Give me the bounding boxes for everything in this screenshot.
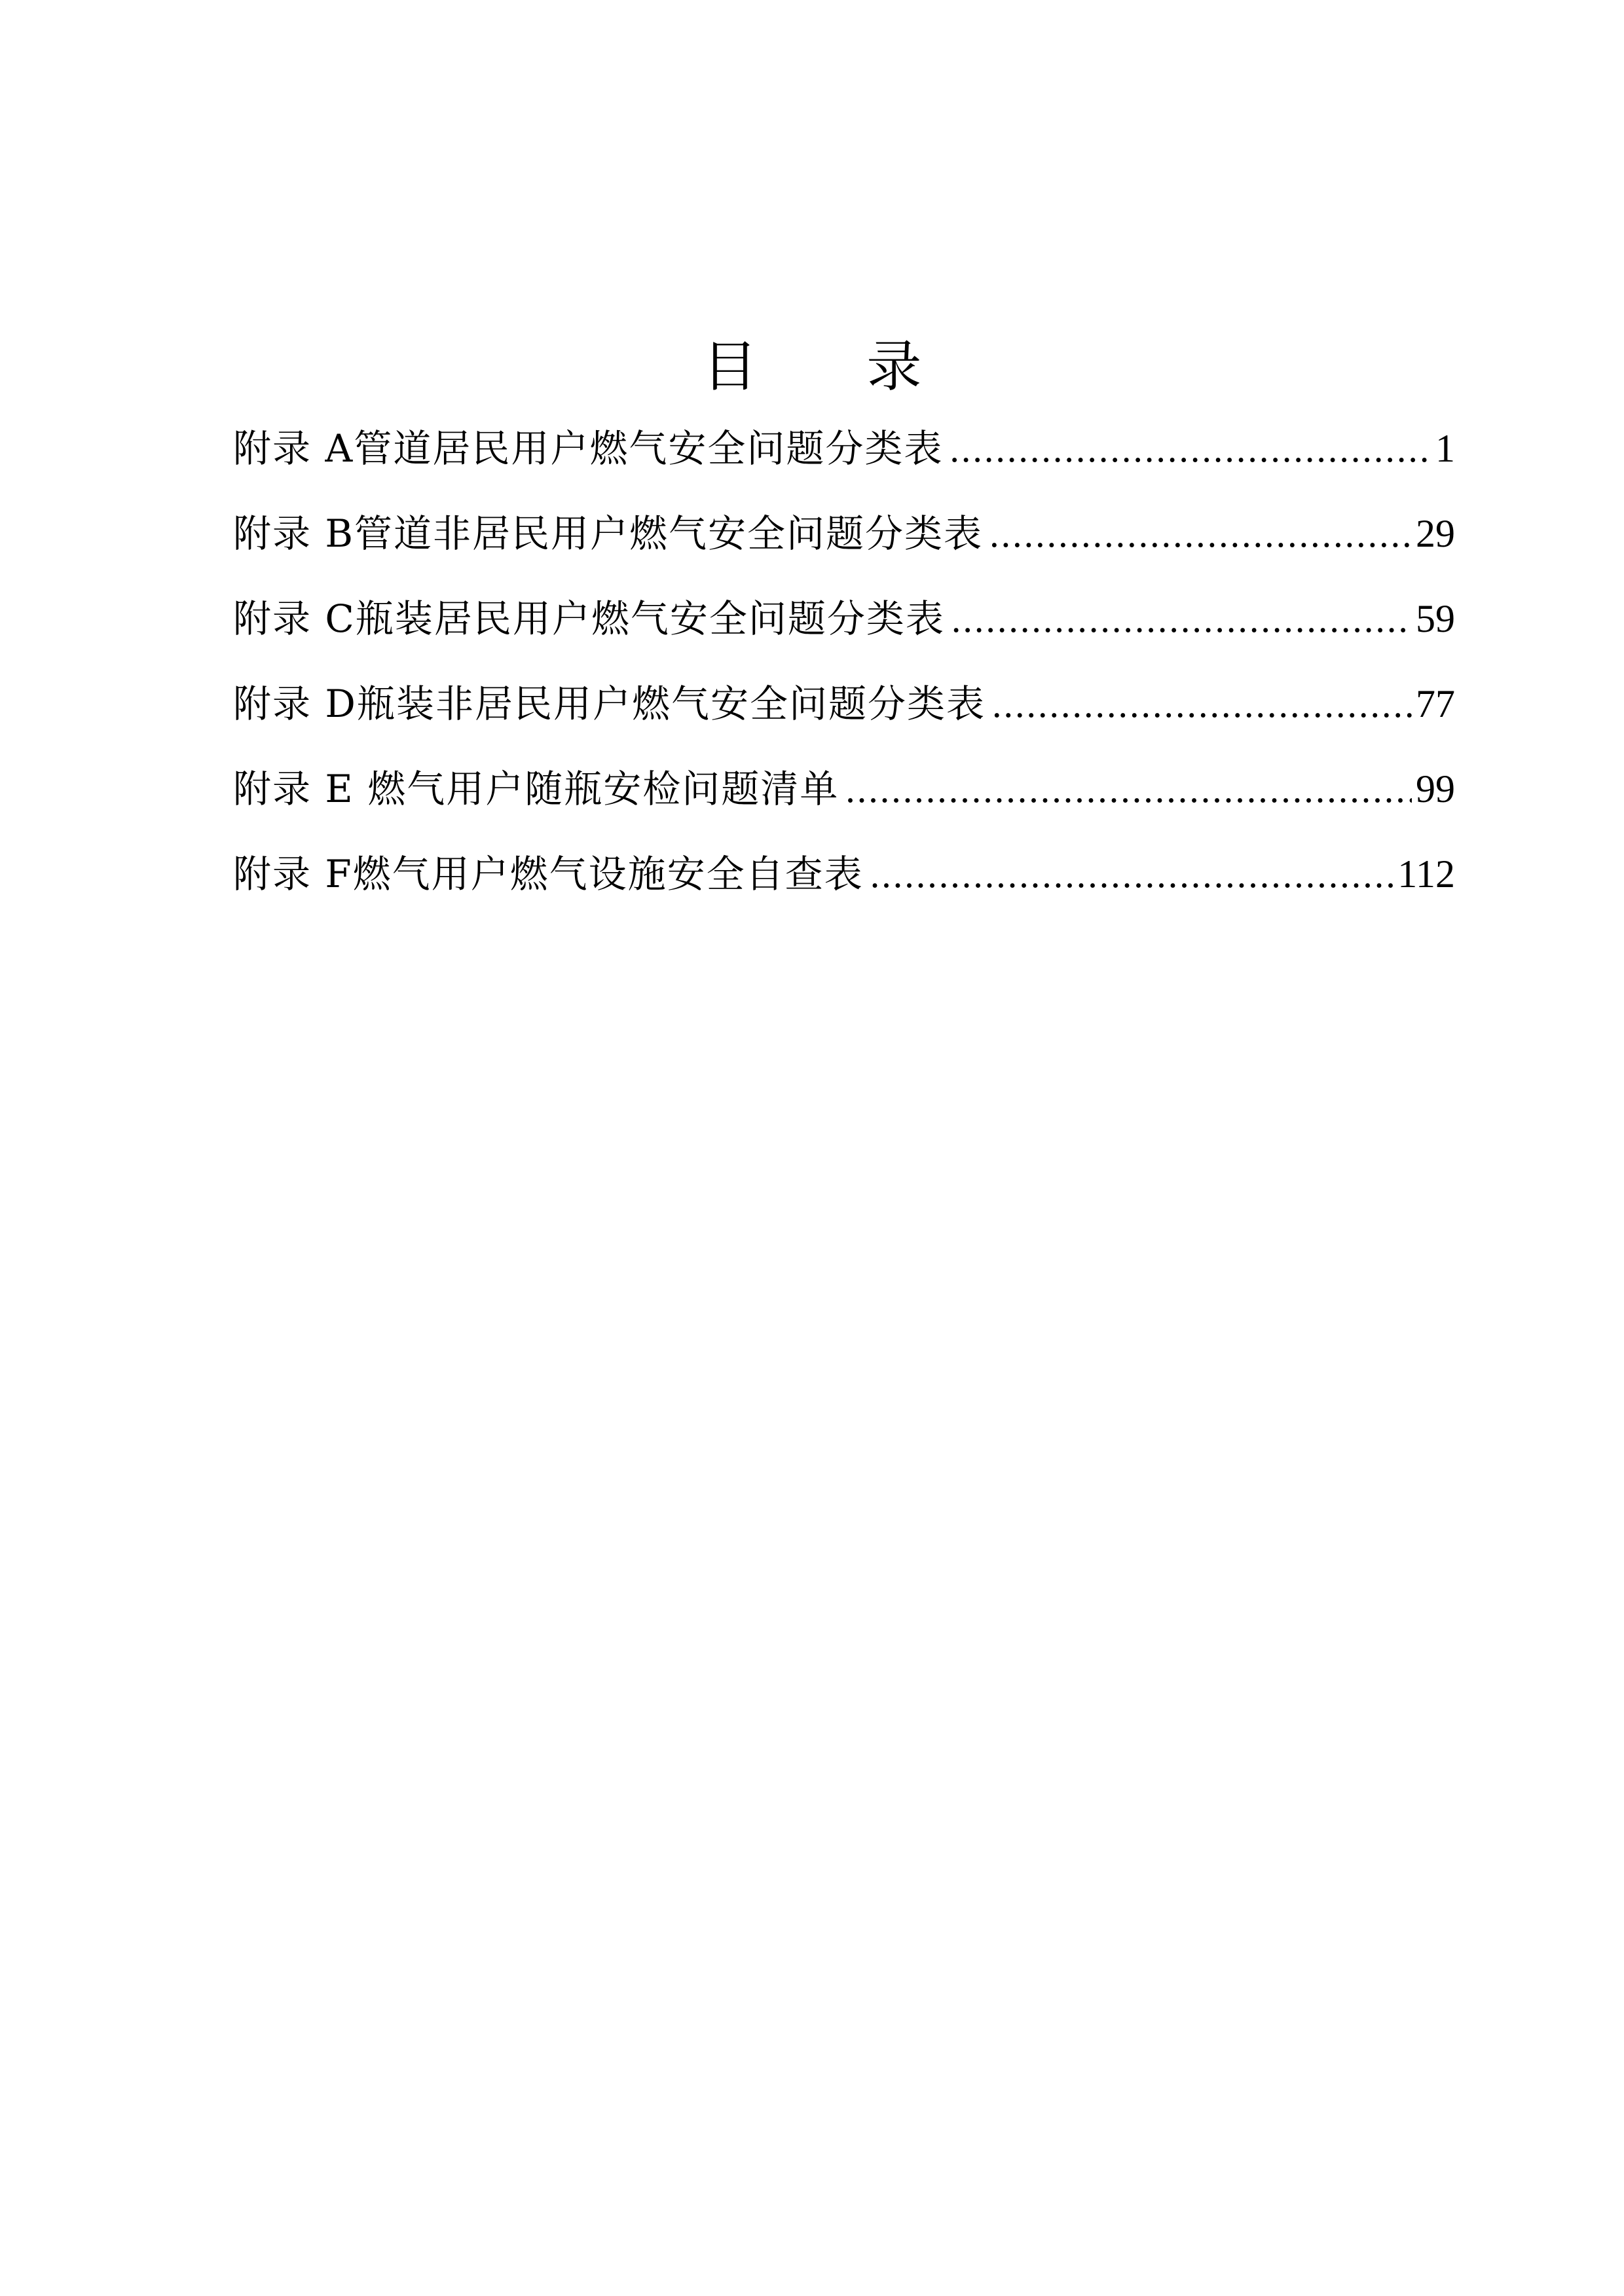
toc-entry-f[interactable] — [233, 831, 1455, 917]
toc-entry-e[interactable] — [233, 746, 1455, 831]
toc-dot-leader — [845, 747, 1412, 832]
toc-entry-label: 附录 C瓶装居民用户燃气安全问题分类表 — [233, 596, 945, 641]
toc-entry-page-number: 112 — [1397, 852, 1455, 896]
toc-dot-leader — [870, 832, 1394, 917]
toc-dot-leader — [951, 577, 1412, 662]
toc-entry-page-number: 59 — [1416, 597, 1455, 640]
toc-dot-leader — [992, 662, 1412, 747]
toc-entry-page-number: 77 — [1416, 682, 1455, 725]
toc-dot-leader — [989, 492, 1412, 577]
toc-list — [233, 406, 1455, 917]
toc-entry-page-number: 29 — [1416, 512, 1455, 555]
toc-dot-leader — [950, 407, 1431, 492]
toc-entry-label: 附录 F燃气用户燃气设施安全自查表 — [233, 852, 864, 896]
toc-entry-label: 附录 D瓶装非居民用户燃气安全问题分类表 — [233, 682, 986, 726]
toc-entry-b[interactable] — [233, 491, 1455, 576]
toc-entry-label: 附录 A管道居民用户燃气安全问题分类表 — [233, 426, 944, 471]
toc-entry-d[interactable] — [233, 661, 1455, 746]
toc-entry-label: 附录 B管道非居民用户燃气安全问题分类表 — [233, 511, 984, 556]
toc-entry-page-number: 1 — [1435, 427, 1455, 470]
toc-entry-label: 附录 E 燃气用户随瓶安检问题清单 — [233, 767, 840, 811]
toc-entry-c[interactable] — [233, 576, 1455, 661]
toc-entry-page-number: 99 — [1416, 767, 1455, 811]
toc-entry-a[interactable] — [233, 406, 1455, 491]
toc-title: 目 录 — [702, 335, 968, 399]
